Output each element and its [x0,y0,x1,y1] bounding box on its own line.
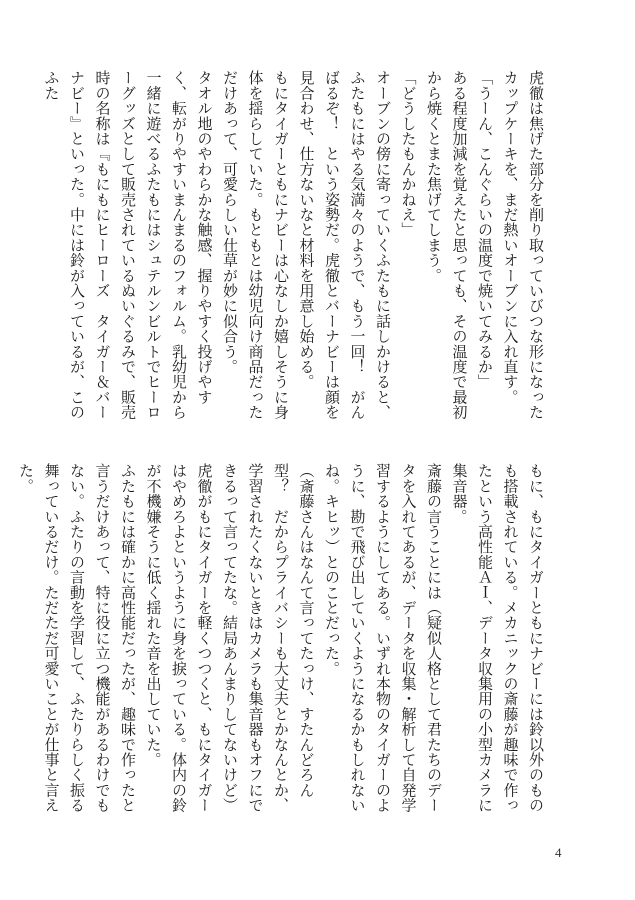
dialogue-line: 「うーん、こんぐらいの温度で焼いてみるか」 [476,70,494,390]
page-number: 4 [555,845,562,860]
paragraph: オーブンの傍に寄っていくふたもに話しかけると、ふたもにはやる気満々のようで、もう一回！ がんばるぞ！ という姿勢だ。虎徹とバーナビーは顔を見合わせ、仕方ないなと材料を用意し始める。 [297,70,392,420]
paragraph: ふたもには確かに高性能だったが、趣味で作ったと言うだけあって、特に役に立つ機能があるわけでもない。ふたりの言動を学習して、ふたりらしく振る舞っているだけ。ただただ可愛いことが仕事と言えた。 [17,463,137,813]
lower-text-column-block [17,463,548,815]
paragraph: 虎徹は焦げた部分を削り取っていびつな形になったカップケーキを、まだ熱いオーブンに入れ直す。 [501,70,545,420]
paragraph: ある程度加減を覚えたと思っても、その温度で最初から焼くとまた焦げてしまう。 [425,70,469,420]
upper-text-column-block [42,70,548,422]
paragraph: 斎藤の言うことには（疑似人格として君たちのデータを入れてあるが、データを収集・解析して自発学習するようにしてある。いずれ本物のタイガーのように、勘で飛び出していくようになるかもしれないね。キヒッ）とのことだった。 [323,463,443,813]
dialogue-line: 「どうしたもんかねえ」 [399,70,418,238]
paragraph: もにタイガーともにナビーは心なしか嬉しそうに身体を揺らしていた。もともとは幼児向け商品だっただけあって、可愛らしい仕草が妙に似合う。 [221,70,290,420]
paragraph: タオル地のやわらかな触感、握りやすく投げやすく、転がりやすいまんまるのフォルム。乳幼児から一緒に遊べるふたもにはシュテルンビルトでヒーローグッズとして販売されているぬいぐるみで、販売時の名称は『もにもにヒーローズ タイガー＆バーナビー』といった。中には鈴が入っているが、このふた [42,70,214,420]
paragraph: もに、もにタイガーともにナビーには鈴以外のものも搭載されている。メカニックの斎藤が趣味で作ったという高性能ＡＩ、データ収集用の小型カメラに集音器。 [450,463,545,813]
thought-line: （斎藤さんはなんて言ってたっけ、すたんどろん型？ だからプライバシーも大丈夫とかなんとか、学習されたくないときはカメラも集音器もオフにできるって言ってたな。結局あんまりしてないけど） [221,463,316,813]
paragraph: 虎徹がもにタイガーを軽くつつくと、もにタイガーはやめろよというように身を捩っている。体内の鈴が不機嫌そうに低く揺れた音を出していた。 [144,463,214,813]
